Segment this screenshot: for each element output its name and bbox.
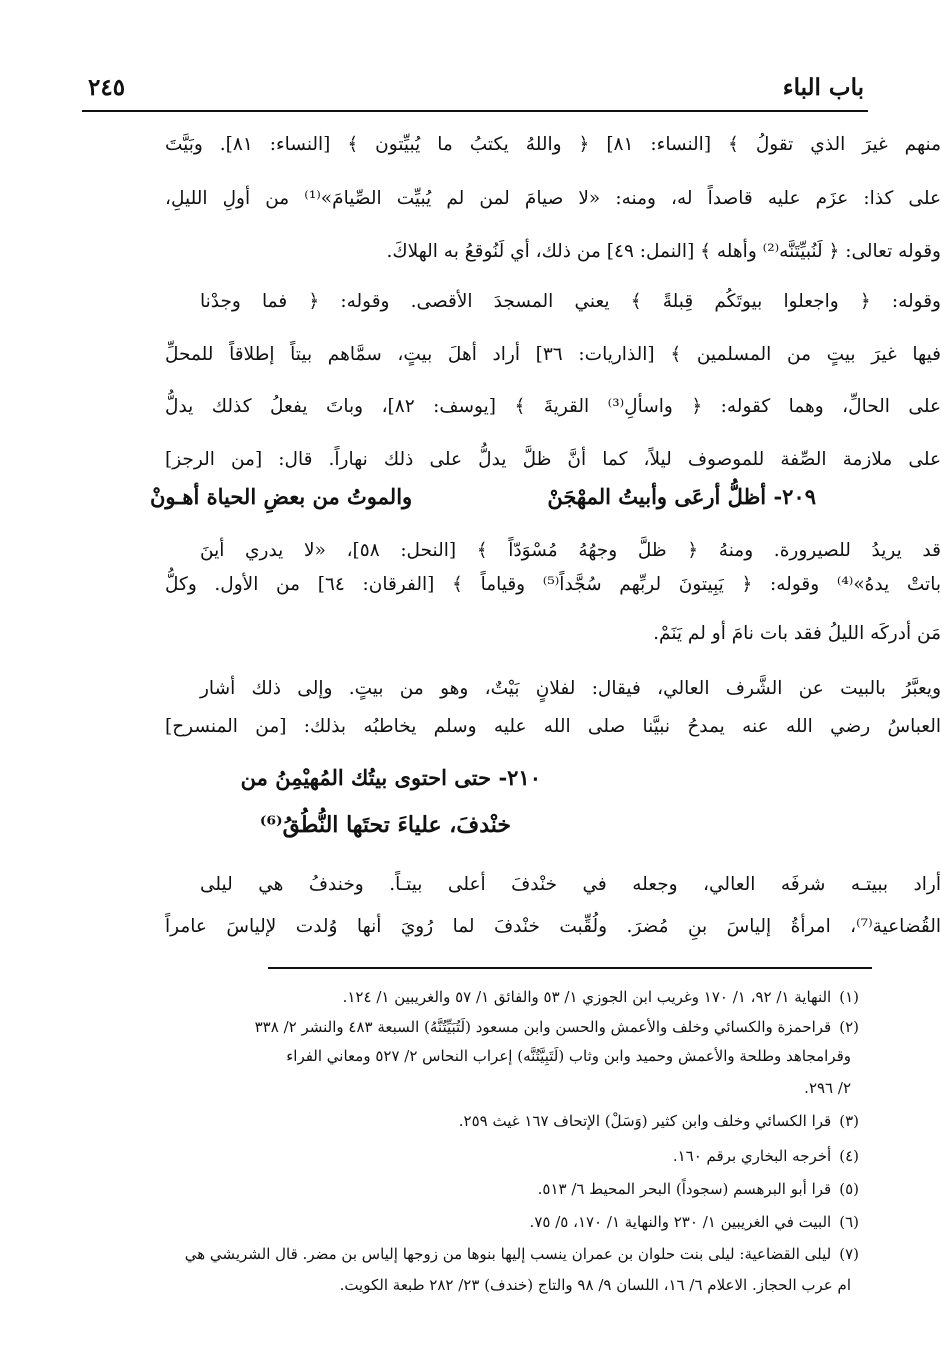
footnote-number: (١)	[839, 988, 859, 1006]
footnote	[185, 1245, 859, 1263]
footnote-number: (٣)	[839, 1112, 859, 1130]
footnote	[804, 1079, 859, 1097]
footnote-number: (٧)	[839, 1245, 859, 1263]
text-line: القُضاعية⁽⁷⁾، امرأةُ إلياسَ بنِ مُضرَ. ولُقِّبت خنْدفَ لما رُويَ أنها وُلدت لإلياسَ عامراً	[165, 916, 941, 937]
text-line: وقوله تعالى: ﴿ لَنُبيِّتَنَّه⁽²⁾ وأهله ﴾ [النمل: ٤٩] من ذلك، أي لَنُوقعُ به الهلاكَ.	[386, 241, 941, 262]
text-line: قد يريدُ للصيرورة. ومنهُ ﴿ ظلَّ وجهُهُ مُسْوَدّاً ﴾ [النحل: ٥٨]، «لا يدري أينَ	[200, 540, 941, 561]
text-line: وقوله: ﴿ واجعلوا بيوتَكُم قِبلةً ﴾ يعني المسجدَ الأقصى. وقوله: ﴿ فما وجدْنا	[200, 291, 941, 312]
footnote-number: (٦)	[839, 1213, 859, 1231]
footnote	[530, 1213, 859, 1231]
footnote	[340, 1276, 859, 1294]
verse-line: ٢١٠- حتى احتوى بيتُك المُهيْمِنُ من	[240, 765, 541, 790]
footnote	[286, 1047, 859, 1065]
text-line: باتتْ يدهُ»⁽⁴⁾ وقوله: ﴿ يَبِيتونَ لربِّهم سُجَّداً⁽⁵⁾ وقياماً ﴾ [الفرقان: ٦٤] من الأول. وكلُّ	[165, 574, 941, 595]
footnote	[538, 1180, 859, 1198]
header-divider	[82, 110, 868, 112]
text-line: مَن أدركَه الليلُ فقد بات نامَ أو لم يَنَمْ.	[653, 623, 941, 644]
footnote-text: البيت في الغريبين ١/ ٢٣٠ والنهاية ١/ ١٧٠، ٥/ ٧٥.	[529, 1213, 832, 1231]
verse-line: خنْدفَ، علياءَ تحتَها النُّطُقُ⁽⁶⁾	[259, 812, 511, 838]
footnote-text: النهاية ١/ ٩٢، ١/ ١٧٠ وغريب ابن الجوزي ١/ ٥٣ والفائق ١/ ٥٧ والغريبين ١/ ١٢٤.	[342, 988, 832, 1006]
footnote	[673, 1147, 859, 1165]
text-line: على كذا: عزَم عليه قاصداً له، ومنه: «لا صيامَ لمن لم يُبيِّت الصِّيامَ»⁽¹⁾ من أولِ الليلِ،	[165, 188, 941, 209]
footnote-text: ليلى القضاعية: ليلى بنت حلوان بن عمران ينسب إليها بنوها من زوجها إلياس بن مضر. قال الشريشي هي	[184, 1245, 832, 1263]
page-header	[88, 74, 864, 106]
footnote-text: قرا أبو البرهسم (سجوداً) البحر المحيط ٦/ ٥١٣.	[537, 1180, 832, 1198]
footnote-number: (٥)	[839, 1180, 859, 1198]
text-line: منهم غيرَ الذي تقولُ ﴾ [النساء: ٨١] ﴿ واللهُ يكتبُ ما يُبيِّتون ﴾ [النساء: ٨١]. وبَيَّتَ	[165, 134, 941, 155]
text-line: فيها غيرَ بيتٍ من المسلمين ﴾ [الذاريات: ٣٦] أراد أهلَ بيتٍ، سمَّاهم بيتاً إطلاقاً للمحلِّ	[165, 344, 941, 365]
text-line: على ملازمة الصِّفة للموصوف ليلاً، كما أنَّ ظلَّ يدلُّ على ذلك نهاراً. قال: [من الرجز]	[165, 449, 941, 470]
footnote-number: (٢)	[839, 1018, 859, 1036]
footnote-divider	[268, 967, 872, 969]
footnote	[459, 1112, 859, 1130]
text-line: ويعبَّرُ بالبيت عن الشَّرف العالي، فيقال: لفلانٍ بَيْتٌ، وهو من بيتٍ. وإلى ذلك أشار	[200, 678, 941, 699]
text-line: العباسُ رضي الله عنه يمدحُ نبيَّنا صلى الله عليه وسلم يخاطبُه بذلك: [من المنسرح]	[165, 716, 941, 737]
footnote-text: قراحمزة والكسائي وخلف والأعمش والحسن وابن مسعود (لَتُبَيِّتُنَّهُ) السبعة ٤٨٣ والنشر ٢/ ٣٣٨	[254, 1018, 832, 1036]
footnote-text: أخرجه البخاري برقم ١٦٠.	[672, 1147, 832, 1165]
footnote-number: (٤)	[839, 1147, 859, 1165]
text-line: أراد ببيتـه شرفَه العالي، وجعله في خنْدفَ أعلى بيتـاً. وخندفُ هي ليلى	[200, 874, 941, 895]
page-number: ٢٤٥	[88, 74, 126, 101]
footnote-text: ٢/ ٢٩٦.	[804, 1079, 851, 1097]
verse-hemistich: والموتُ من بعضِ الحياة أهـونْ	[150, 484, 413, 509]
footnote-text: ام عرب الحجاز. الاعلام ٦/ ١٦، اللسان ٩/ ٩٨ والتاج (خندف) ٢٣/ ٢٨٢ طبعة الكويت.	[339, 1276, 851, 1294]
footnote-text: وقرامجاهد وطلحة والأعمش وحميد وابن وثاب (لَتَبِيَّتُنَّه) إعراب النحاس ٢/ ٥٢٧ ومعاني الفراء	[286, 1047, 851, 1065]
chapter-title: باب الباء	[782, 74, 864, 101]
text-line: على الحالِّ، وهما كقوله: ﴿ واسألِ⁽³⁾ القريةَ ﴾ [يوسف: ٨٢]، وباتَ يفعلُ كذلك يدلُّ	[165, 396, 941, 417]
footnote-text: قرا الكسائي وخلف وابن كثير (وَسَلْ) الإتحاف ١٦٧ غيث ٢٥٩.	[458, 1112, 832, 1130]
verse-hemistich: ٢٠٩- أظلُّ أرعَى وأبيتُ المهْجَنْ	[547, 484, 816, 509]
footnote	[343, 988, 859, 1006]
footnote	[255, 1018, 859, 1036]
